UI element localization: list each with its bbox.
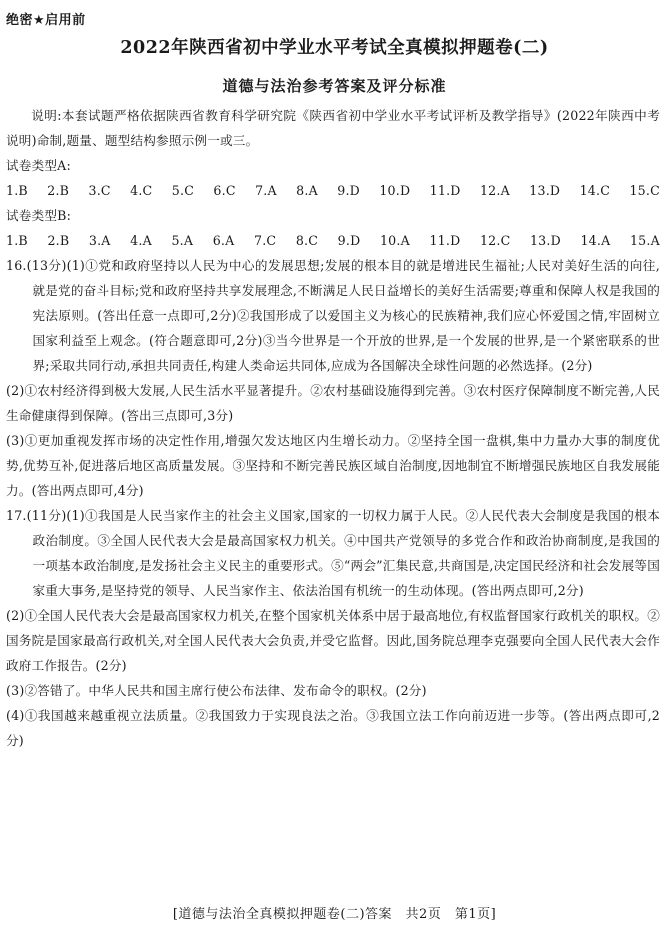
answer-item: 6.C	[213, 183, 236, 198]
page-footer: [道德与法治全真模拟押题卷(二)答案 共2页 第1页]	[172, 907, 497, 922]
question-16-part-1: 16.(13分)(1)①党和政府坚持以人民为中心的发展思想;发展的根本目的就是增进民生福祉;人民对美好生活的向往,就是党的奋斗目标;党和政府坚持共享发展理念,不断满足人民日益增长的美好生活需要;尊重和保障人权是我国的宪法原则。(答出任意一点即可,2分)②我国形成了以爱国主义为核心的民族精神,我们应心怀爱国之情,牢固树立国家利益至上观念。(符合题意即可,2分)③当今世界是一个开放的世界,是一个发展的世界,是一个紧密联系的世界;采取共同行动,承担共同责任,构建人类命运共同体,应成为各国解决全球性问题的必然选择。(2分)	[6, 258, 660, 373]
answer-item: 14.C	[579, 183, 611, 198]
answer-item: 12.A	[479, 183, 510, 198]
answer-item: 6.A	[212, 233, 235, 248]
answer-item: 10.A	[379, 233, 410, 248]
answer-item: 9.D	[337, 183, 360, 198]
answer-item: 15.A	[629, 233, 660, 248]
paper-a-label: 试卷类型A:	[6, 158, 71, 173]
answer-item: 3.C	[88, 183, 111, 198]
answer-item: 10.D	[379, 183, 411, 198]
document-title: 2022年陕西省初中学业水平考试全真模拟押题卷(二)	[120, 38, 549, 58]
answer-item: 3.A	[88, 233, 111, 248]
answer-item: 2.B	[47, 183, 70, 198]
document-body	[6, 103, 660, 753]
answer-item: 7.C	[254, 233, 277, 248]
question-17-part-4: (4)①我国越来越重视立法质量。②我国致力于实现良法之治。③我国立法工作向前迈进一步等。(答出两点即可,2分)	[6, 708, 660, 748]
answer-item: 1.B	[6, 233, 28, 248]
answer-item: 7.A	[255, 183, 277, 198]
answer-item: 13.D	[529, 183, 561, 198]
answer-item: 9.D	[337, 233, 361, 248]
paper-b-answer-row	[6, 228, 660, 253]
paper-b-label: 试卷类型B:	[6, 208, 72, 223]
question-16-part-2: (2)①农村经济得到极大发展,人民生活水平显著提升。②农村基础设施得到完善。③农村医疗保障制度不断完善,人民生命健康得到保障。(答出三点即可,3分)	[6, 383, 660, 423]
answer-item: 11.D	[429, 183, 461, 198]
paper-a-answer-row	[6, 178, 660, 203]
answer-item: 15.C	[629, 183, 660, 198]
confidential-label: 绝密★启用前	[6, 13, 86, 28]
question-17-part-1: 17.(11分)(1)①我国是人民当家作主的社会主义国家,国家的一切权力属于人民。②人民代表大会制度是我国的根本政治制度。③全国人民代表大会是最高国家权力机关。④中国共产党领导的多党合作和政治协商制度,是我国的一项基本政治制度,是发扬社会主义民主的重要形式。⑤“两会”汇集民意,共商国是,决定国民经济和社会发展等国家重大事务,是坚持党的领导、人民当家作主、依法治国有机统一的生动体现。(答出两点即可,2分)	[6, 508, 660, 598]
answer-item: 13.D	[529, 233, 561, 248]
question-17-part-2: (2)①全国人民代表大会是最高国家权力机关,在整个国家机关体系中居于最高地位,有权监督国家行政机关的职权。②国务院是国家最高行政机关,对全国人民代表大会负责,并受它监督。因此,国务院总理李克强要向全国人民代表大会作政府工作报告。(2分)	[6, 608, 660, 673]
answer-item: 4.C	[130, 183, 153, 198]
question-17-part-3: (3)②答错了。中华人民共和国主席行使公布法律、发布命令的职权。(2分)	[6, 683, 427, 698]
answer-item: 1.B	[6, 183, 28, 198]
answer-item: 2.B	[47, 233, 70, 248]
answer-item: 5.A	[171, 233, 194, 248]
instructions-note: 说明:本套试题严格依据陕西省教育科学研究院《陕西省初中学业水平考试评析及教学指导》(2022年陕西中考说明)命制,题量、题型结构参照示例一或三。	[6, 108, 660, 148]
answer-item: 8.A	[296, 183, 318, 198]
answer-item: 11.D	[429, 233, 461, 248]
question-16-part-3: (3)①更加重视发挥市场的决定性作用,增强欠发达地区内生增长动力。②坚持全国一盘棋,集中力量办大事的制度优势,优势互补,促进落后地区高质量发展。③坚持和不断完善民族区域自治制度,因地制宜不断增强民族地区自我发展能力。(答出两点即可,4分)	[6, 433, 660, 498]
answer-item: 5.C	[171, 183, 195, 198]
document-subtitle: 道德与法治参考答案及评分标准	[222, 77, 447, 95]
answer-item: 8.C	[295, 233, 319, 248]
answer-item: 14.A	[580, 233, 611, 248]
answer-item: 12.C	[479, 233, 511, 248]
answer-item: 4.A	[130, 233, 152, 248]
